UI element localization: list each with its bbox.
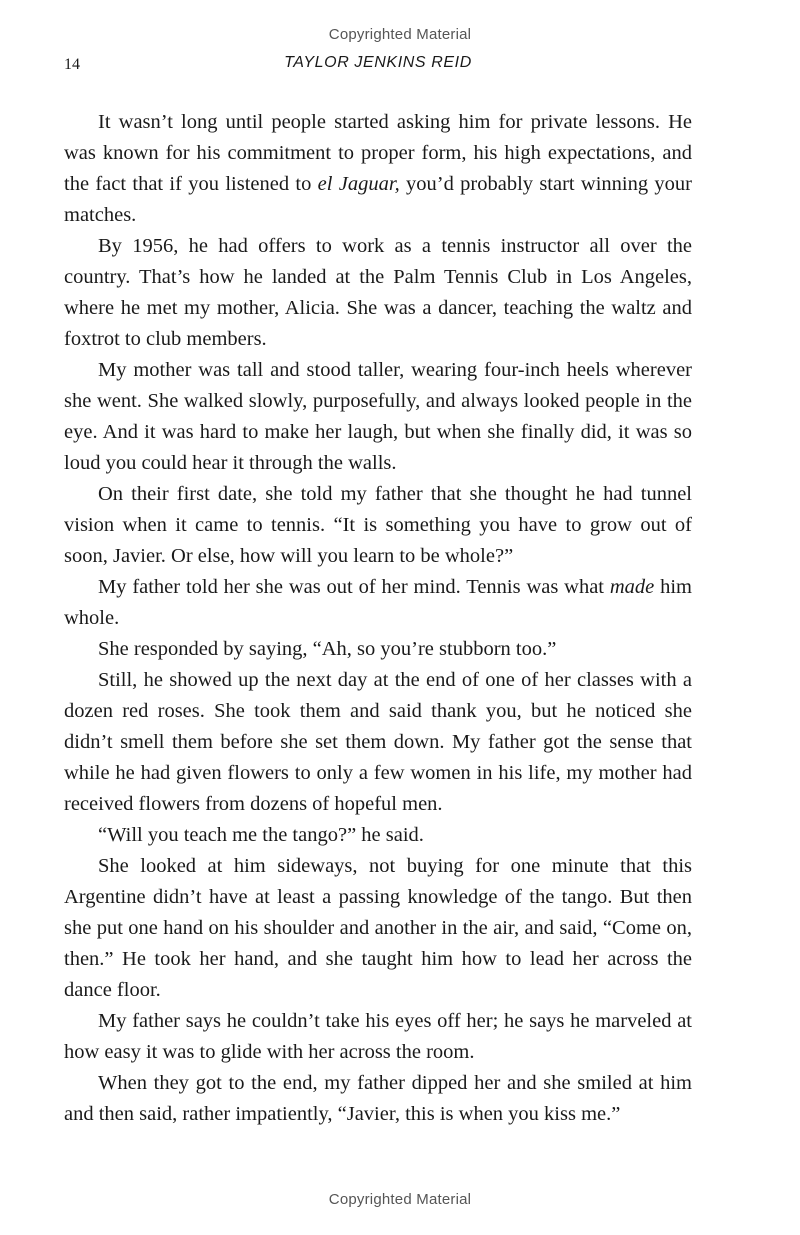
italic-text: made xyxy=(609,576,655,598)
body-text xyxy=(64,107,692,1130)
running-header xyxy=(64,54,692,78)
paragraph: By 1956, he had offers to work as a tennis instructor all over the country. That’s how he landed at the Palm Tennis Club in Los Angeles, where he met my mother, Alicia. She was a dancer, teaching the waltz and foxtrot to club members. xyxy=(64,235,692,350)
paragraph: “Will you teach me the tango?” he said. xyxy=(98,824,424,846)
paragraph-text: you’d probably start winning your matches. xyxy=(64,173,693,226)
paragraph xyxy=(64,572,692,634)
paragraph: My mother was tall and stood taller, wearing four-inch heels wherever she went. She walked slowly, purposefully, and always looked people in the eye. And it was hard to make her laugh, but when she finally did, it was so loud you could hear it through the walls. xyxy=(64,359,692,474)
italic-text: el Jaguar, xyxy=(317,173,400,195)
paragraph: When they got to the end, my father dipped her and she smiled at him and then said, rather impatiently, “Javier, this is when you kiss me.” xyxy=(64,1072,692,1125)
paragraph: Still, he showed up the next day at the end of one of her classes with a dozen red roses. She took them and said thank you, but he noticed she didn’t smell them before she set them down. My father got the sense that while he had given flowers to only a few women in his life, my mother had received flowers from dozens of hopeful men. xyxy=(64,669,692,815)
copyright-watermark-bottom: Copyrighted Material xyxy=(328,1191,472,1208)
paragraph xyxy=(64,107,692,231)
paragraph: She responded by saying, “Ah, so you’re stubborn too.” xyxy=(98,638,557,660)
paragraph: She looked at him sideways, not buying for one minute that this Argentine didn’t have at least a passing knowledge of the tango. But then she put one hand on his shoulder and another in the air, and said, “Come on, then.” He took her hand, and she taught him how to lead her across the dance floor. xyxy=(64,855,692,1001)
paragraph-text: It wasn’t long until people started asking him for private lessons. He was known for his commitment to proper form, his high expectations, and the fact that if you listened to xyxy=(64,111,692,195)
paragraph: On their first date, she told my father that she thought he had tunnel vision when it came to tennis. “It is something you have to grow out of soon, Javier. Or else, how will you learn to be whole?” xyxy=(64,483,692,567)
paragraph-text: him whole. xyxy=(64,576,692,629)
page-number: 14 xyxy=(64,56,80,73)
paragraph-text: My father told her she was out of her mind. Tennis was what xyxy=(98,576,610,598)
copyright-watermark-top: Copyrighted Material xyxy=(328,26,472,43)
paragraph: My father says he couldn’t take his eyes off her; he says he marveled at how easy it was to glide with her across the room. xyxy=(64,1010,692,1063)
running-title: TAYLOR JENKINS REID xyxy=(284,54,472,71)
